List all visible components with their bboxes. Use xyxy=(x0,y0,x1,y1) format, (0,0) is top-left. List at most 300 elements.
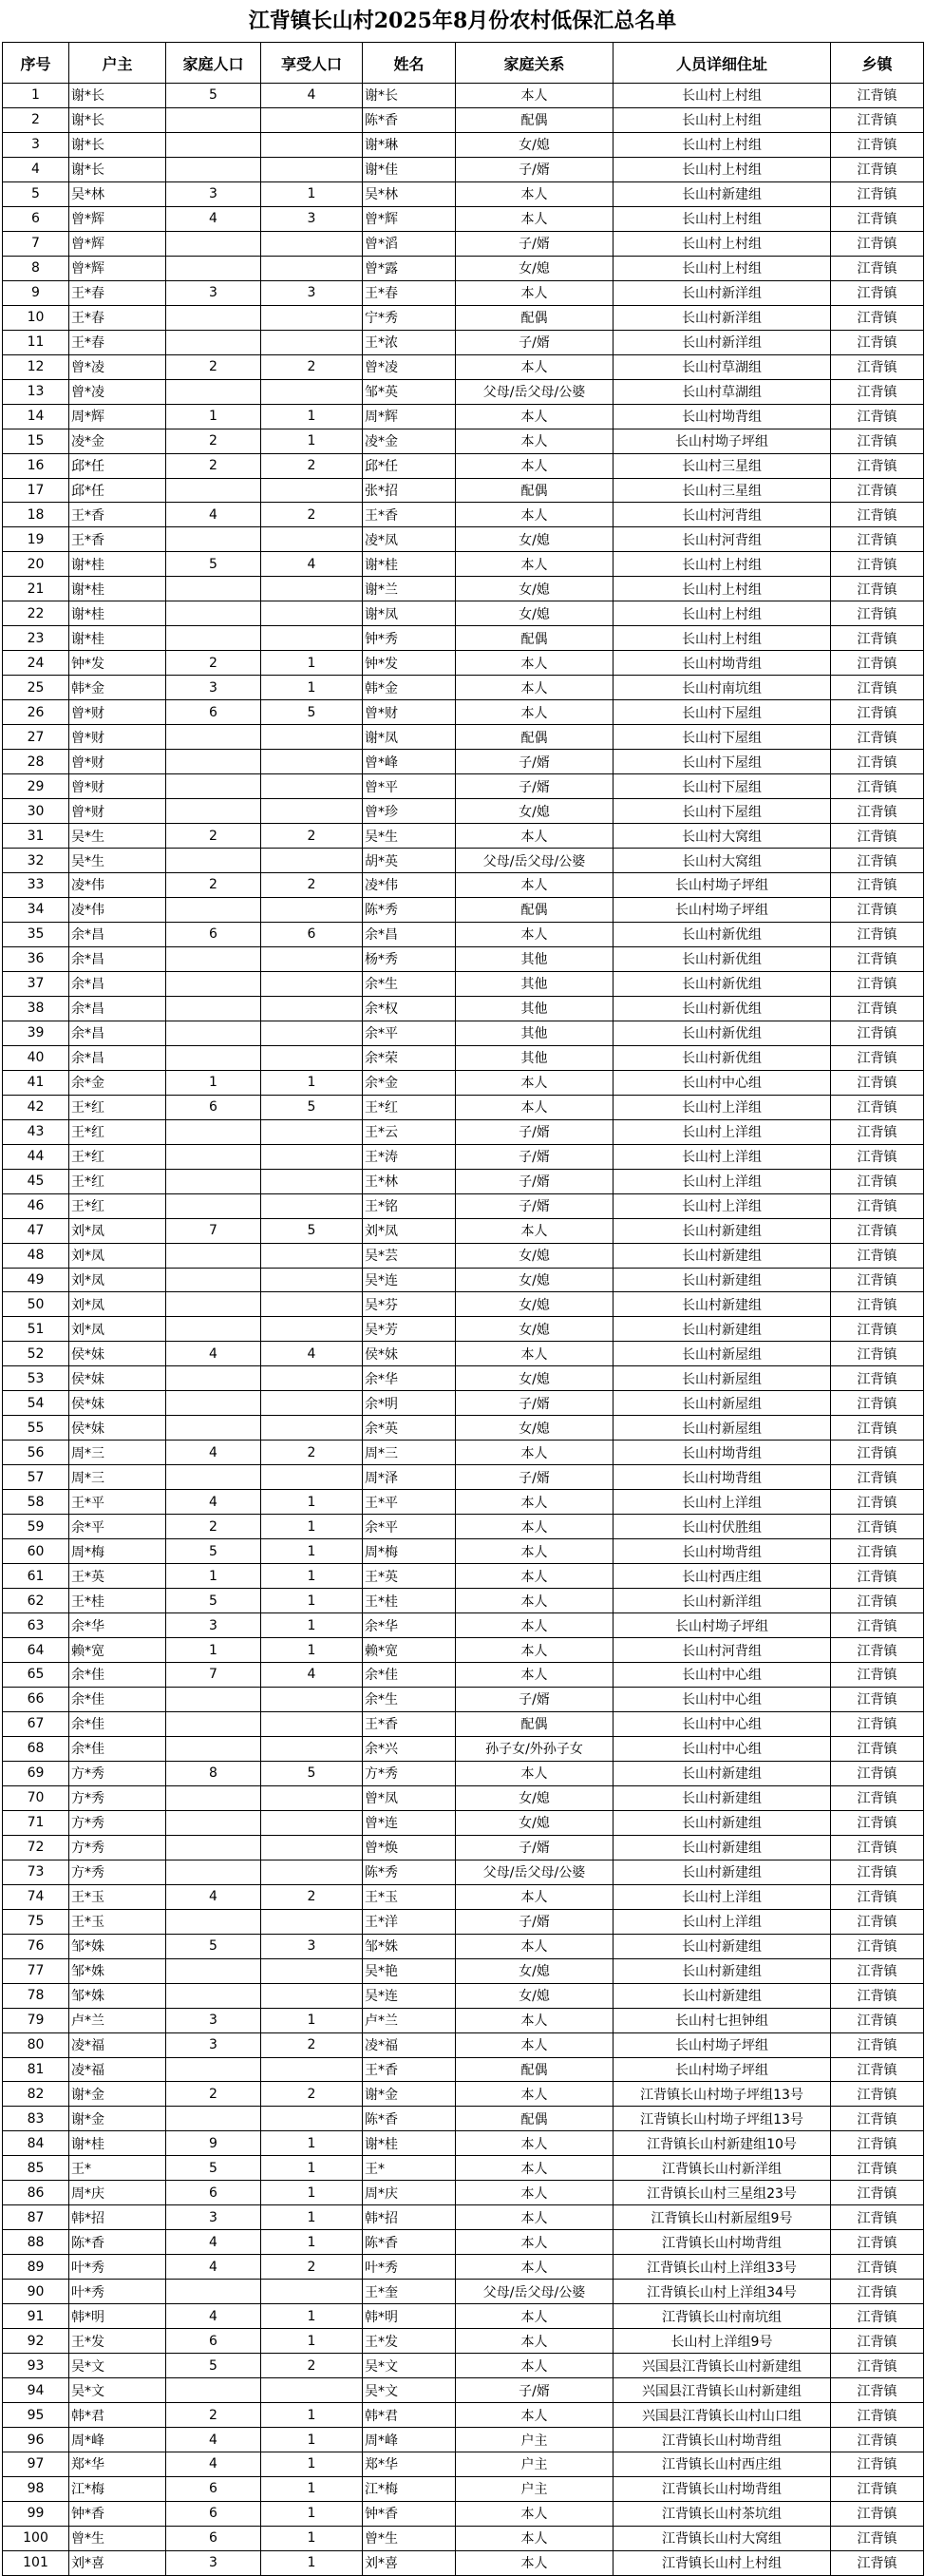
cell-family-size xyxy=(166,1292,261,1317)
cell-household-head: 谢*桂 xyxy=(69,552,166,577)
cell-benefit-size: 2 xyxy=(261,2032,363,2057)
cell-name: 余*英 xyxy=(363,1416,456,1441)
cell-address: 长山村新洋组 xyxy=(614,305,831,330)
cell-address: 长山村坳子坪组 xyxy=(614,2057,831,2082)
cell-name: 谢*金 xyxy=(363,2082,456,2107)
cell-family-size: 2 xyxy=(166,651,261,676)
cell-family-size: 4 xyxy=(166,2230,261,2255)
cell-township: 江背镇 xyxy=(831,1045,924,1070)
table-row xyxy=(3,996,924,1021)
cell-household-head: 谢*长 xyxy=(69,132,166,157)
cell-address: 长山村新优组 xyxy=(614,971,831,996)
cell-seq: 90 xyxy=(3,2280,69,2304)
cell-family-size: 3 xyxy=(166,1613,261,1638)
cell-address: 江背镇长山村新屋组9号 xyxy=(614,2205,831,2230)
cell-township: 江背镇 xyxy=(831,1342,924,1366)
cell-seq: 18 xyxy=(3,503,69,527)
cell-seq: 86 xyxy=(3,2181,69,2205)
table-row xyxy=(3,2082,924,2107)
cell-township: 江背镇 xyxy=(831,527,924,552)
table-row xyxy=(3,799,924,824)
cell-name: 吴*连 xyxy=(363,1983,456,2008)
table-row xyxy=(3,750,924,774)
cell-relation: 女/媳 xyxy=(456,1268,614,1292)
cell-address: 长山村新洋组 xyxy=(614,280,831,305)
cell-address: 长山村上洋组 xyxy=(614,1490,831,1515)
table-row xyxy=(3,2329,924,2354)
cell-township: 江背镇 xyxy=(831,2526,924,2550)
cell-benefit-size: 4 xyxy=(261,552,363,577)
cell-household-head: 侯*妹 xyxy=(69,1416,166,1441)
table-row xyxy=(3,1810,924,1835)
header-benefit-size: 享受人口 xyxy=(261,43,363,84)
cell-township: 江背镇 xyxy=(831,2550,924,2575)
cell-address: 兴国县江背镇长山村新建组 xyxy=(614,2378,831,2403)
cell-address: 长山村上洋组9号 xyxy=(614,2329,831,2354)
cell-name: 王*浓 xyxy=(363,330,456,354)
cell-address: 长山村新建组 xyxy=(614,1835,831,1860)
cell-township: 江背镇 xyxy=(831,1687,924,1711)
cell-address: 长山村七担钟组 xyxy=(614,2008,831,2032)
cell-benefit-size xyxy=(261,1687,363,1711)
cell-household-head: 韩*明 xyxy=(69,2304,166,2329)
table-row xyxy=(3,330,924,354)
cell-family-size: 2 xyxy=(166,2403,261,2428)
cell-household-head: 方*秀 xyxy=(69,1761,166,1785)
header-row xyxy=(3,43,924,84)
cell-family-size xyxy=(166,1810,261,1835)
cell-township: 江背镇 xyxy=(831,1021,924,1045)
cell-address: 长山村新建组 xyxy=(614,1317,831,1342)
cell-family-size: 1 xyxy=(166,1070,261,1095)
cell-township: 江背镇 xyxy=(831,2428,924,2452)
cell-name: 邹*英 xyxy=(363,379,456,404)
cell-family-size: 5 xyxy=(166,84,261,108)
cell-seq: 100 xyxy=(3,2526,69,2550)
table-row xyxy=(3,1169,924,1193)
cell-name: 王*玉 xyxy=(363,1884,456,1909)
cell-relation: 本人 xyxy=(456,453,614,478)
cell-relation: 本人 xyxy=(456,2304,614,2329)
cell-family-size: 4 xyxy=(166,1342,261,1366)
cell-township: 江背镇 xyxy=(831,824,924,849)
cell-relation: 子/婿 xyxy=(456,157,614,181)
cell-township: 江背镇 xyxy=(831,2501,924,2526)
cell-name: 韩*招 xyxy=(363,2205,456,2230)
table-row xyxy=(3,478,924,503)
cell-township: 江背镇 xyxy=(831,1613,924,1638)
cell-address: 江背镇长山村坳子坪组13号 xyxy=(614,2107,831,2131)
cell-family-size xyxy=(166,799,261,824)
cell-relation: 子/婿 xyxy=(456,1169,614,1193)
cell-household-head: 曾*辉 xyxy=(69,231,166,256)
cell-address: 长山村上洋组 xyxy=(614,1193,831,1218)
cell-relation: 女/媳 xyxy=(456,601,614,626)
cell-family-size: 5 xyxy=(166,2156,261,2181)
cell-name: 郑*华 xyxy=(363,2452,456,2477)
table-row xyxy=(3,873,924,898)
cell-relation: 子/婿 xyxy=(456,774,614,799)
cell-benefit-size xyxy=(261,132,363,157)
cell-family-size xyxy=(166,897,261,922)
cell-address: 长山村新建组 xyxy=(614,1785,831,1810)
cell-seq: 51 xyxy=(3,1317,69,1342)
cell-address: 长山村坳子坪组 xyxy=(614,873,831,898)
cell-benefit-size: 1 xyxy=(261,2230,363,2255)
cell-seq: 35 xyxy=(3,922,69,946)
cell-family-size xyxy=(166,1045,261,1070)
cell-name: 周*庆 xyxy=(363,2181,456,2205)
cell-seq: 79 xyxy=(3,2008,69,2032)
cell-name: 刘*喜 xyxy=(363,2550,456,2575)
cell-relation: 配偶 xyxy=(456,2107,614,2131)
cell-township: 江背镇 xyxy=(831,651,924,676)
cell-address: 江背镇长山村西庄组 xyxy=(614,2452,831,2477)
cell-family-size: 4 xyxy=(166,1441,261,1465)
header-address: 人员详细住址 xyxy=(614,43,831,84)
cell-township: 江背镇 xyxy=(831,1711,924,1736)
cell-benefit-size xyxy=(261,330,363,354)
cell-benefit-size: 1 xyxy=(261,2156,363,2181)
cell-family-size: 6 xyxy=(166,2501,261,2526)
cell-name: 余*华 xyxy=(363,1613,456,1638)
cell-family-size xyxy=(166,231,261,256)
cell-name: 曾*峰 xyxy=(363,750,456,774)
cell-household-head: 方*秀 xyxy=(69,1860,166,1884)
cell-relation: 本人 xyxy=(456,1663,614,1688)
cell-address: 长山村坳背组 xyxy=(614,1441,831,1465)
cell-family-size xyxy=(166,1983,261,2008)
cell-benefit-size xyxy=(261,1785,363,1810)
cell-benefit-size xyxy=(261,2057,363,2082)
cell-benefit-size: 4 xyxy=(261,84,363,108)
cell-name: 钟*香 xyxy=(363,2501,456,2526)
cell-address: 长山村上村组 xyxy=(614,157,831,181)
cell-name: 余*华 xyxy=(363,1366,456,1391)
cell-benefit-size: 2 xyxy=(261,824,363,849)
cell-township: 江背镇 xyxy=(831,231,924,256)
cell-benefit-size: 1 xyxy=(261,1613,363,1638)
cell-seq: 77 xyxy=(3,1958,69,1983)
cell-benefit-size xyxy=(261,231,363,256)
cell-benefit-size: 1 xyxy=(261,1070,363,1095)
cell-household-head: 邹*姝 xyxy=(69,1934,166,1958)
cell-township: 江背镇 xyxy=(831,1934,924,1958)
cell-relation: 女/媳 xyxy=(456,1317,614,1342)
table-row xyxy=(3,2354,924,2378)
cell-family-size: 3 xyxy=(166,2205,261,2230)
cell-family-size xyxy=(166,256,261,280)
cell-benefit-size xyxy=(261,1119,363,1144)
cell-household-head: 曾*财 xyxy=(69,774,166,799)
cell-benefit-size xyxy=(261,478,363,503)
cell-name: 王*奎 xyxy=(363,2280,456,2304)
table-row xyxy=(3,1958,924,1983)
cell-household-head: 余*华 xyxy=(69,1613,166,1638)
cell-address: 长山村坳背组 xyxy=(614,1539,831,1564)
cell-name: 曾*露 xyxy=(363,256,456,280)
table-row xyxy=(3,1785,924,1810)
cell-relation: 本人 xyxy=(456,700,614,725)
cell-relation: 子/婿 xyxy=(456,1193,614,1218)
cell-township: 江背镇 xyxy=(831,354,924,379)
cell-address: 江背镇长山村大窝组 xyxy=(614,2526,831,2550)
cell-benefit-size xyxy=(261,1366,363,1391)
cell-family-size xyxy=(166,1391,261,1416)
cell-family-size: 3 xyxy=(166,2550,261,2575)
cell-township: 江背镇 xyxy=(831,552,924,577)
cell-address: 长山村上村组 xyxy=(614,84,831,108)
cell-benefit-size: 3 xyxy=(261,280,363,305)
cell-household-head: 谢*长 xyxy=(69,157,166,181)
cell-relation: 本人 xyxy=(456,2181,614,2205)
table-row xyxy=(3,453,924,478)
table-row xyxy=(3,2107,924,2131)
cell-township: 江背镇 xyxy=(831,429,924,453)
cell-household-head: 曾*凌 xyxy=(69,379,166,404)
cell-seq: 95 xyxy=(3,2403,69,2428)
cell-seq: 26 xyxy=(3,700,69,725)
cell-relation: 本人 xyxy=(456,2082,614,2107)
cell-address: 长山村坳子坪组 xyxy=(614,2032,831,2057)
cell-address: 江背镇长山村三星组23号 xyxy=(614,2181,831,2205)
cell-benefit-size: 2 xyxy=(261,453,363,478)
cell-township: 江背镇 xyxy=(831,774,924,799)
cell-address: 长山村坳背组 xyxy=(614,651,831,676)
cell-household-head: 谢*长 xyxy=(69,84,166,108)
table-row xyxy=(3,157,924,181)
cell-township: 江背镇 xyxy=(831,181,924,206)
cell-seq: 101 xyxy=(3,2550,69,2575)
cell-seq: 97 xyxy=(3,2452,69,2477)
cell-benefit-size xyxy=(261,725,363,750)
cell-seq: 33 xyxy=(3,873,69,898)
cell-household-head: 刘*凤 xyxy=(69,1292,166,1317)
cell-seq: 55 xyxy=(3,1416,69,1441)
cell-family-size xyxy=(166,379,261,404)
cell-benefit-size: 1 xyxy=(261,1589,363,1613)
cell-address: 长山村上洋组 xyxy=(614,1095,831,1119)
cell-relation: 本人 xyxy=(456,922,614,946)
cell-benefit-size: 1 xyxy=(261,404,363,429)
cell-household-head: 方*秀 xyxy=(69,1835,166,1860)
cell-township: 江背镇 xyxy=(831,503,924,527)
table-row xyxy=(3,354,924,379)
cell-household-head: 谢*桂 xyxy=(69,601,166,626)
cell-relation: 女/媳 xyxy=(456,1785,614,1810)
cell-household-head: 余*佳 xyxy=(69,1687,166,1711)
cell-household-head: 吴*文 xyxy=(69,2354,166,2378)
cell-household-head: 谢*桂 xyxy=(69,2131,166,2156)
cell-address: 长山村上洋组 xyxy=(614,1144,831,1169)
cell-family-size: 3 xyxy=(166,676,261,700)
table-row xyxy=(3,601,924,626)
table-row xyxy=(3,2181,924,2205)
cell-township: 江背镇 xyxy=(831,2452,924,2477)
table-row xyxy=(3,132,924,157)
cell-seq: 50 xyxy=(3,1292,69,1317)
cell-household-head: 韩*招 xyxy=(69,2205,166,2230)
cell-relation: 子/婿 xyxy=(456,231,614,256)
cell-township: 江背镇 xyxy=(831,206,924,231)
cell-name: 陈*香 xyxy=(363,107,456,132)
table-row xyxy=(3,379,924,404)
cell-name: 卢*兰 xyxy=(363,2008,456,2032)
cell-relation: 女/媳 xyxy=(456,132,614,157)
cell-relation: 本人 xyxy=(456,2205,614,2230)
cell-relation: 本人 xyxy=(456,873,614,898)
cell-family-size: 2 xyxy=(166,873,261,898)
cell-household-head: 王*春 xyxy=(69,330,166,354)
cell-name: 杨*秀 xyxy=(363,946,456,971)
table-row xyxy=(3,774,924,799)
cell-household-head: 余*昌 xyxy=(69,1021,166,1045)
table-row xyxy=(3,971,924,996)
cell-seq: 7 xyxy=(3,231,69,256)
cell-township: 江背镇 xyxy=(831,1095,924,1119)
cell-relation: 本人 xyxy=(456,2131,614,2156)
cell-family-size xyxy=(166,849,261,873)
cell-household-head: 王*香 xyxy=(69,503,166,527)
cell-household-head: 曾*辉 xyxy=(69,206,166,231)
cell-household-head: 王*红 xyxy=(69,1095,166,1119)
cell-name: 凌*伟 xyxy=(363,873,456,898)
cell-seq: 2 xyxy=(3,107,69,132)
cell-seq: 88 xyxy=(3,2230,69,2255)
cell-household-head: 曾*财 xyxy=(69,725,166,750)
cell-benefit-size: 1 xyxy=(261,2008,363,2032)
cell-address: 长山村下屋组 xyxy=(614,700,831,725)
cell-family-size xyxy=(166,1860,261,1884)
cell-seq: 62 xyxy=(3,1589,69,1613)
cell-seq: 76 xyxy=(3,1934,69,1958)
cell-address: 长山村新优组 xyxy=(614,1045,831,1070)
table-row xyxy=(3,1070,924,1095)
cell-address: 江背镇长山村坳背组 xyxy=(614,2476,831,2501)
table-row xyxy=(3,1490,924,1515)
table-row xyxy=(3,922,924,946)
cell-relation: 本人 xyxy=(456,1589,614,1613)
cell-township: 江背镇 xyxy=(831,2082,924,2107)
cell-name: 韩*明 xyxy=(363,2304,456,2329)
cell-name: 谢*桂 xyxy=(363,2131,456,2156)
cell-household-head: 王*春 xyxy=(69,305,166,330)
table-row xyxy=(3,1663,924,1688)
cell-family-size xyxy=(166,1119,261,1144)
table-row xyxy=(3,1243,924,1268)
cell-household-head: 刘*喜 xyxy=(69,2550,166,2575)
cell-address: 长山村西庄组 xyxy=(614,1564,831,1589)
cell-address: 长山村上村组 xyxy=(614,107,831,132)
cell-name: 谢*凤 xyxy=(363,725,456,750)
cell-seq: 4 xyxy=(3,157,69,181)
cell-family-size xyxy=(166,750,261,774)
cell-seq: 73 xyxy=(3,1860,69,1884)
cell-relation: 本人 xyxy=(456,2156,614,2181)
table-row xyxy=(3,2304,924,2329)
cell-benefit-size: 1 xyxy=(261,651,363,676)
cell-name: 吴*芳 xyxy=(363,1317,456,1342)
cell-name: 王*英 xyxy=(363,1564,456,1589)
cell-seq: 20 xyxy=(3,552,69,577)
cell-township: 江背镇 xyxy=(831,2304,924,2329)
cell-seq: 65 xyxy=(3,1663,69,1688)
cell-benefit-size: 4 xyxy=(261,1663,363,1688)
table-row xyxy=(3,1687,924,1711)
cell-family-size xyxy=(166,132,261,157)
cell-household-head: 谢*金 xyxy=(69,2082,166,2107)
cell-address: 长山村河背组 xyxy=(614,503,831,527)
cell-address: 长山村上村组 xyxy=(614,626,831,651)
cell-seq: 21 xyxy=(3,577,69,601)
cell-seq: 91 xyxy=(3,2304,69,2329)
cell-family-size xyxy=(166,1687,261,1711)
cell-seq: 48 xyxy=(3,1243,69,1268)
cell-household-head: 吴*林 xyxy=(69,181,166,206)
cell-family-size xyxy=(166,2280,261,2304)
cell-name: 胡*英 xyxy=(363,849,456,873)
cell-township: 江背镇 xyxy=(831,1860,924,1884)
cell-relation: 本人 xyxy=(456,2354,614,2378)
cell-seq: 81 xyxy=(3,2057,69,2082)
cell-seq: 94 xyxy=(3,2378,69,2403)
cell-address: 长山村新优组 xyxy=(614,1021,831,1045)
cell-township: 江背镇 xyxy=(831,1539,924,1564)
table-row xyxy=(3,1613,924,1638)
table-row xyxy=(3,2501,924,2526)
cell-address: 长山村河背组 xyxy=(614,527,831,552)
cell-benefit-size: 1 xyxy=(261,676,363,700)
cell-seq: 3 xyxy=(3,132,69,157)
cell-family-size xyxy=(166,2057,261,2082)
cell-seq: 30 xyxy=(3,799,69,824)
cell-township: 江背镇 xyxy=(831,849,924,873)
cell-household-head: 曾*生 xyxy=(69,2526,166,2550)
cell-household-head: 叶*秀 xyxy=(69,2255,166,2280)
cell-township: 江背镇 xyxy=(831,256,924,280)
cell-seq: 70 xyxy=(3,1785,69,1810)
cell-family-size: 6 xyxy=(166,1095,261,1119)
cell-address: 长山村中心组 xyxy=(614,1663,831,1688)
cell-address: 长山村新优组 xyxy=(614,996,831,1021)
cell-address: 长山村伏胜组 xyxy=(614,1515,831,1539)
cell-seq: 25 xyxy=(3,676,69,700)
cell-benefit-size xyxy=(261,1465,363,1490)
cell-seq: 57 xyxy=(3,1465,69,1490)
cell-relation: 配偶 xyxy=(456,305,614,330)
cell-relation: 本人 xyxy=(456,2403,614,2428)
cell-township: 江背镇 xyxy=(831,1119,924,1144)
cell-household-head: 刘*凤 xyxy=(69,1268,166,1292)
cell-household-head: 余*佳 xyxy=(69,1736,166,1761)
cell-name: 周*泽 xyxy=(363,1465,456,1490)
cell-seq: 13 xyxy=(3,379,69,404)
cell-household-head: 余*昌 xyxy=(69,996,166,1021)
cell-address: 长山村下屋组 xyxy=(614,750,831,774)
cell-seq: 47 xyxy=(3,1218,69,1243)
table-row xyxy=(3,1909,924,1934)
cell-name: 周*辉 xyxy=(363,404,456,429)
cell-benefit-size xyxy=(261,897,363,922)
cell-relation: 女/媳 xyxy=(456,577,614,601)
cell-township: 江背镇 xyxy=(831,2230,924,2255)
cell-family-size xyxy=(166,305,261,330)
cell-household-head: 曾*财 xyxy=(69,799,166,824)
cell-seq: 10 xyxy=(3,305,69,330)
cell-benefit-size: 2 xyxy=(261,2255,363,2280)
cell-relation: 本人 xyxy=(456,1638,614,1663)
table-row xyxy=(3,1268,924,1292)
